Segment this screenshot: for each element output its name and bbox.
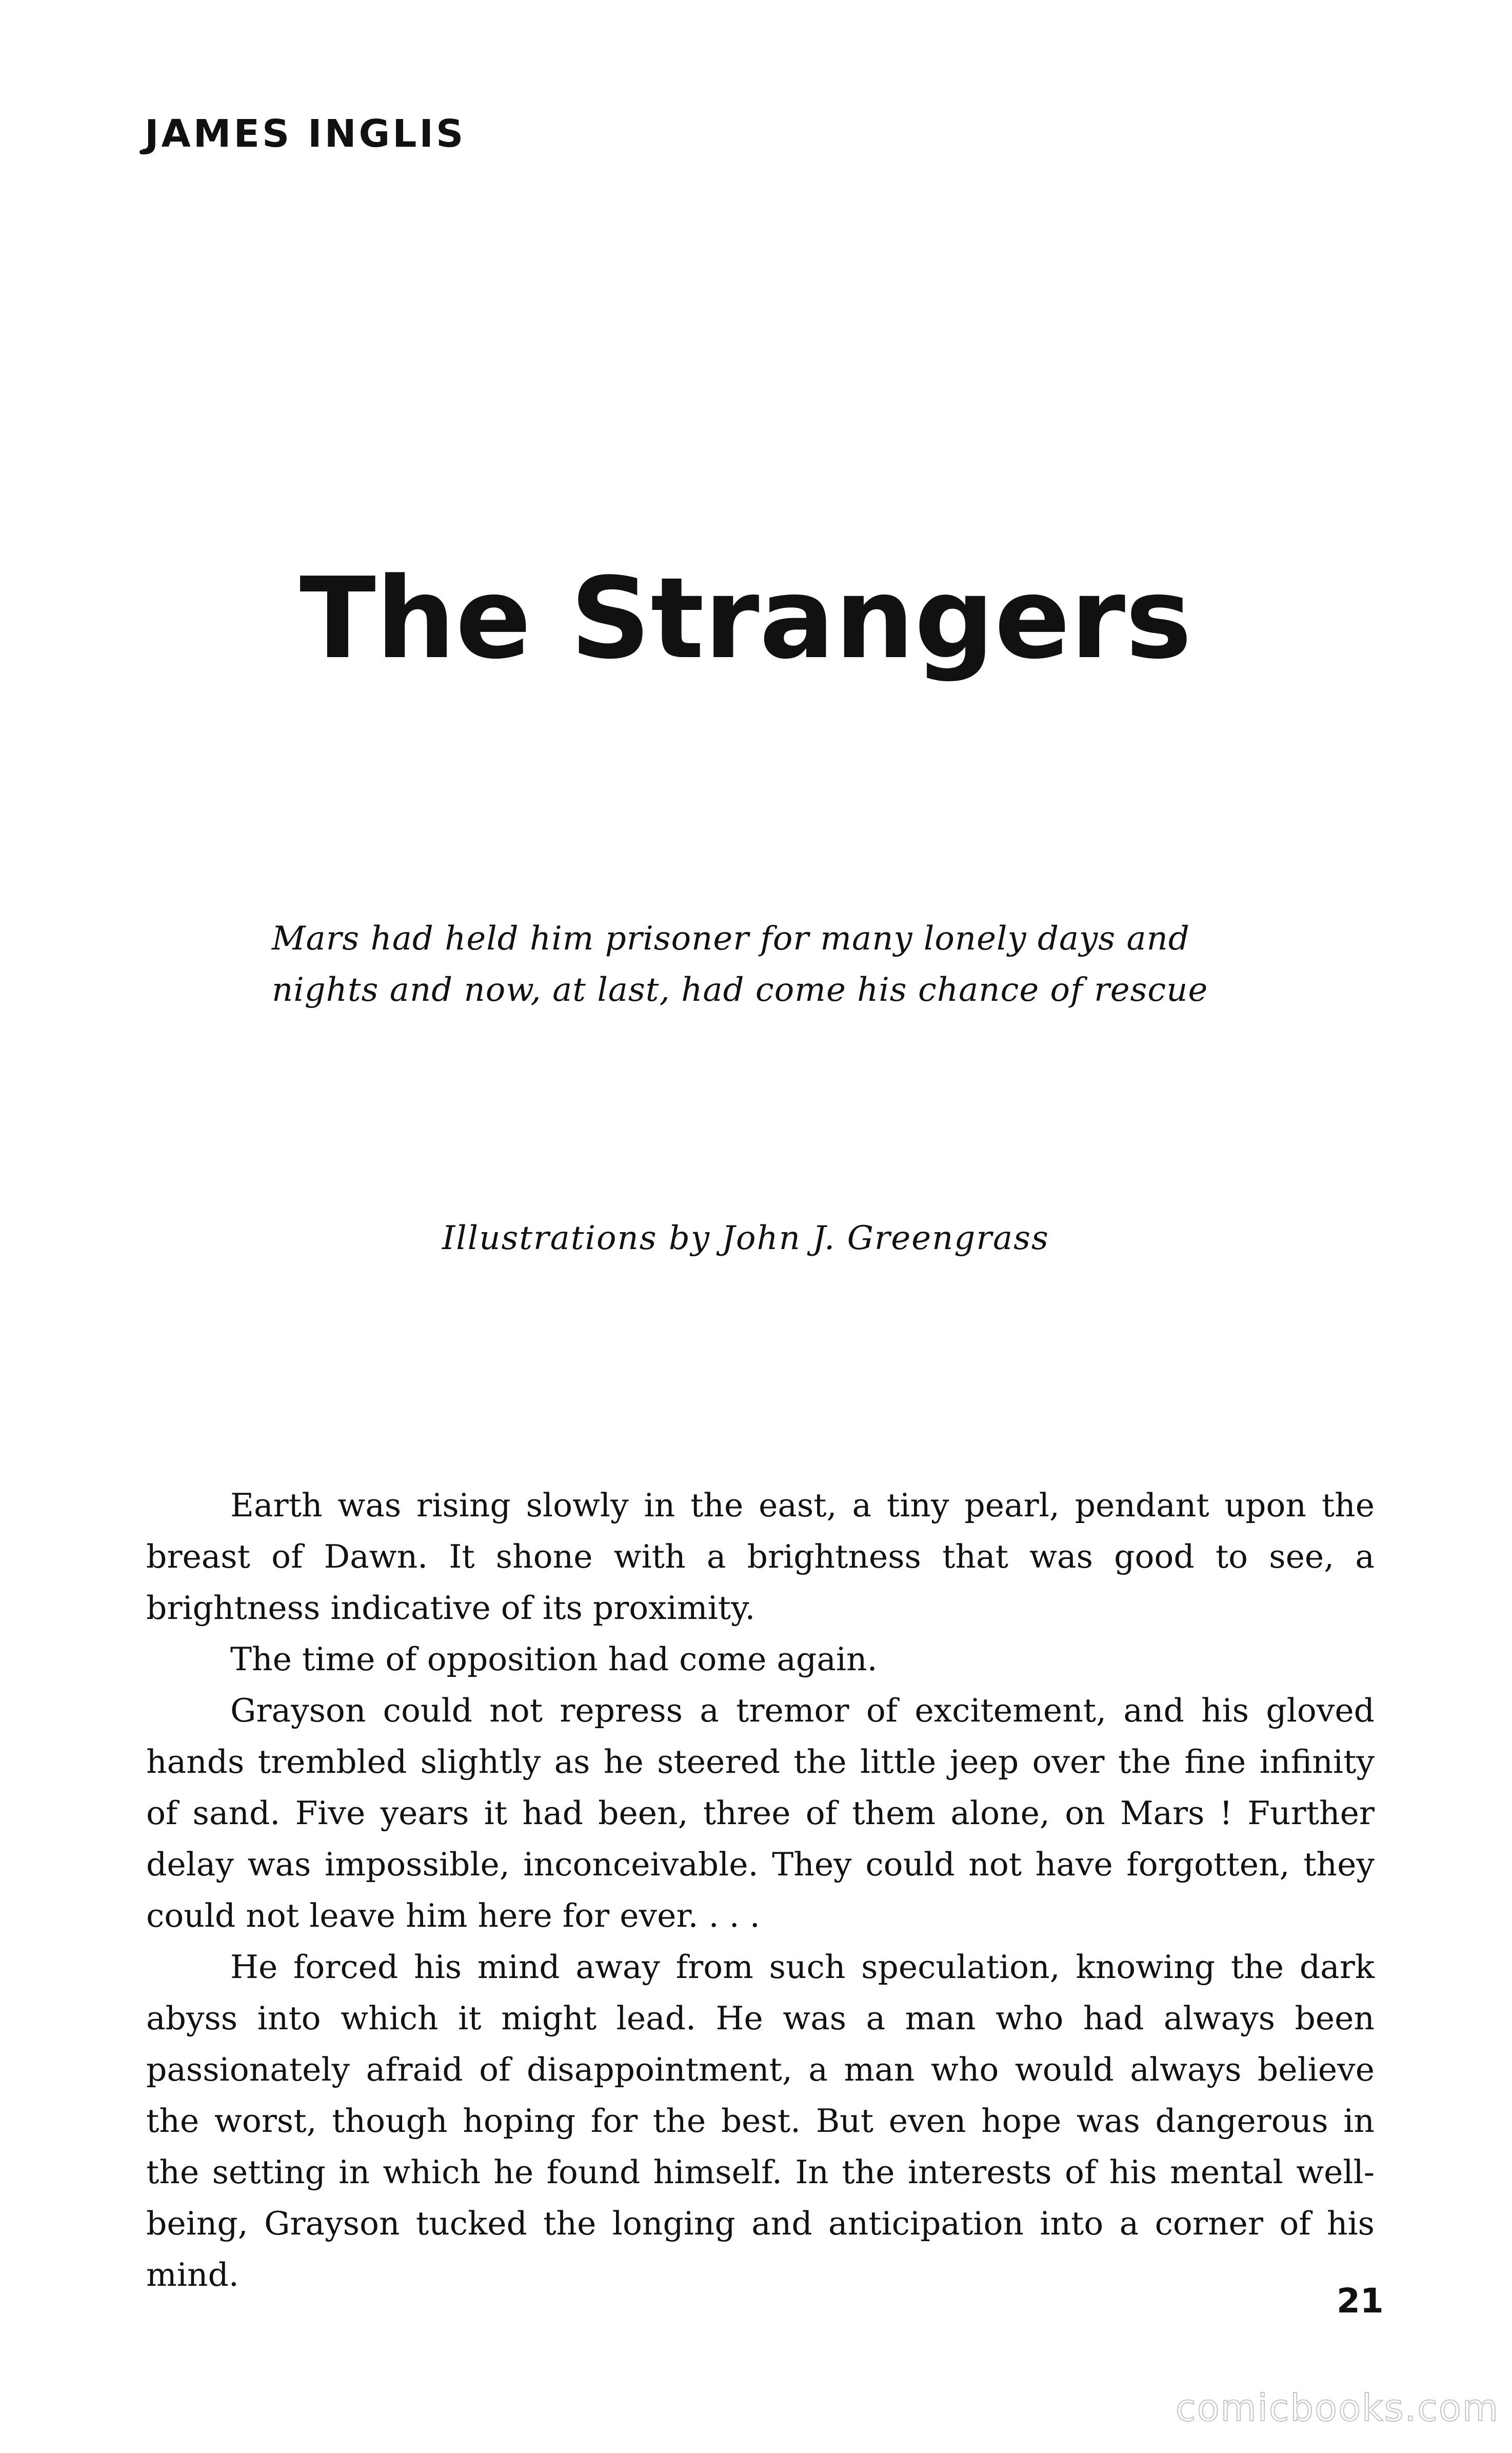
body-paragraph-2: The time of opposition had come again. <box>230 1640 878 1678</box>
illustrations-credit: Illustrations by John J. Greengrass <box>442 1219 1049 1257</box>
author-name: JAMES INGLIS <box>145 112 466 156</box>
body-paragraph-1: Earth was rising slowly in the east, a tiny pearl, pendant upon the breast of Dawn. It shone with a brightness that was good to see, a brightness indicative of its proximity. <box>146 1487 1375 1627</box>
author-dot <box>140 150 144 154</box>
subtitle-line-2: nights and now, at last, had come his chance of rescue <box>272 971 1208 1009</box>
subtitle-line-1: Mars had held him prisoner for many lonely days and <box>272 920 1190 958</box>
watermark: comicbooks.com <box>1176 2386 1500 2429</box>
story-body <box>146 1480 1375 2301</box>
story-title <box>0 554 1512 684</box>
body-paragraph-3: Grayson could not repress a tremor of excitement, and his gloved hands trembled slightly as he steered the little jeep over the fine infinity of sand. Five years it had been, three of them alone, on Mars ! Further delay was impossible, inconceivable. They could not have forgotten, they could not leave him here for ever. . . . <box>146 1692 1375 1934</box>
body-paragraph-4: He forced his mind away from such speculation, knowing the dark abyss into which it might lead. He was a man who had always been passionately afraid of disappointment, a man who would always believe the worst, though hoping for the best. But even hope was dangerous in the setting in which he found himself. In the interests of his mental well-being, Grayson tucked the longing and anticipation into a corner of his mind. <box>146 1948 1375 2293</box>
story-subtitle <box>272 913 1246 1016</box>
page-number: 21 <box>1337 2281 1384 2321</box>
story-title-text: The Strangers <box>300 554 1192 684</box>
